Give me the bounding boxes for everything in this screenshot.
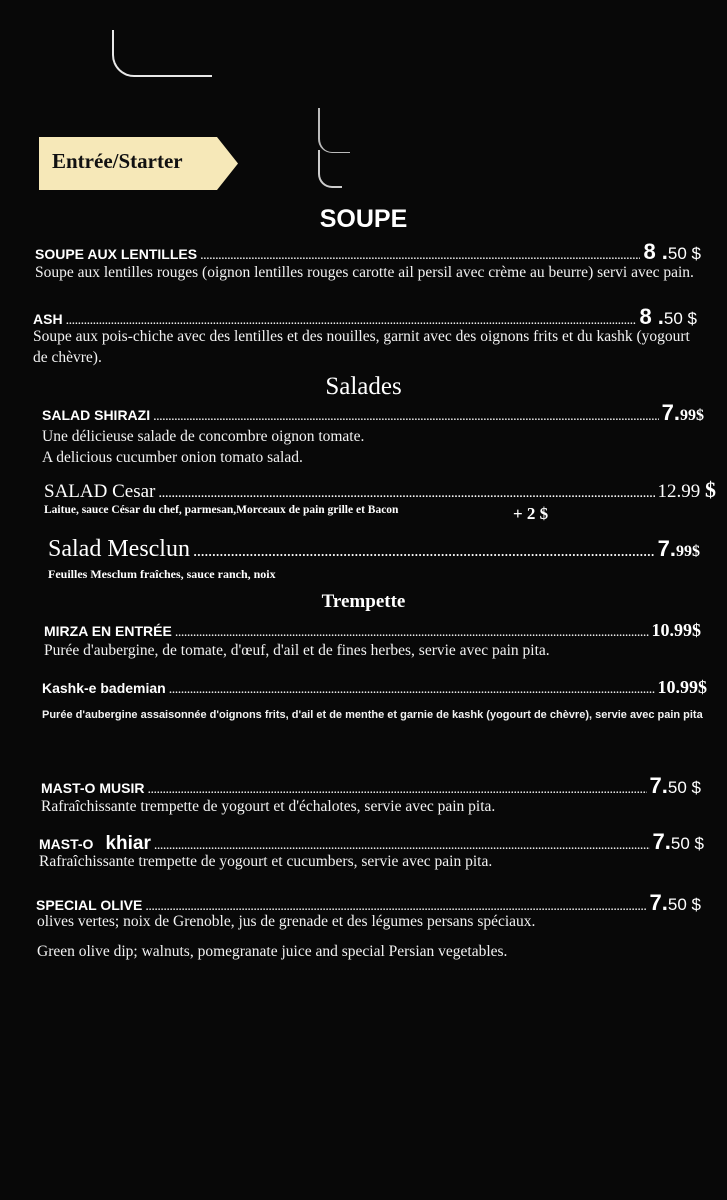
item-price: 7.50 $ [652,829,704,854]
decorative-stroke [318,150,342,188]
menu-item-cesar [44,477,716,503]
item-price: 10.99$ [657,677,707,697]
menu-item-kashk [42,677,707,698]
decorative-stroke [112,30,212,77]
menu-item-mirza [44,620,701,641]
item-description-en: A delicious cucumber onion tomato salad. [42,449,303,466]
item-name: SPECIAL OLIVE [36,897,143,913]
menu-item-mesclun [48,536,700,563]
item-name: SALAD Cesar [44,481,156,502]
section-title-salades: Salades [325,373,402,400]
banner-label: Entrée/Starter [52,149,183,173]
item-price: 10.99$ [651,620,701,640]
item-name: MAST-O khiar [39,833,151,854]
item-description: Purée d'aubergine assaisonnée d'oignons frits, d'ail et de menthe et garnie de kashk (yogourt de chèvre), servie avec pain pita [42,709,703,721]
item-price: 7.50 $ [649,890,701,915]
item-description: Rafraîchissante trempette de yogourt et cucumbers, servie avec pain pita. [39,853,493,870]
item-description: Soupe aux lentilles rouges (oignon lentilles rouges carotte ail persil avec crème au beurre) servi avec pain. [35,264,694,281]
dot-leader [193,541,655,561]
item-name: MIRZA EN ENTRÉE [44,623,172,639]
item-name: SOUPE AUX LENTILLES [35,246,198,262]
item-name: ASH [33,311,63,327]
section-title-trempette: Trempette [321,591,406,612]
item-name: SALAD SHIRAZI [42,407,151,423]
item-description: Soupe aux pois-chiche avec des lentilles et des nouilles, garnit avec des oignons frits et du kashk (yogourt de chèvre). [33,328,690,366]
item-description: Purée d'aubergine, de tomate, d'œuf, d'ail et de fines herbes, servie avec pain pita. [44,642,550,659]
item-price: 7.99$ [661,400,704,425]
item-name: MAST-O MUSIR [41,780,145,796]
item-description-fr: olives vertes; noix de Grenoble, jus de grenade et des légumes persans spéciaux. [37,913,536,930]
item-description-fr: Une délicieuse salade de concombre oignon tomate. [42,428,365,445]
item-price: 8 .50 $ [643,239,701,264]
dot-leader [158,485,654,502]
item-description: Rafraîchissante trempette de yogourt et d'échalotes, servie avec pain pita. [41,798,496,815]
dot-leader [175,625,649,641]
item-name: Kashk-e bademian [42,680,166,696]
item-extra-price: + 2 $ [513,504,549,523]
item-price: 8 .50 $ [639,304,697,329]
dot-leader [169,682,655,698]
item-price: 7.99$ [657,536,700,561]
item-name: Salad Mesclun [48,536,190,562]
item-price: 12.99 $ [657,477,716,502]
item-description-en: Green olive dip; walnuts, pomegranate juice and special Persian vegetables. [37,943,508,960]
item-description: Laitue, sauce César du chef, parmesan,Morceaux de pain grille et Bacon [44,504,399,516]
dot-leader [153,409,659,425]
section-title-soupe: SOUPE [319,205,408,233]
menu-item-shirazi [42,400,704,426]
item-price: 7.50 $ [649,773,701,798]
section-banner [39,137,239,190]
decorative-stroke [318,108,350,153]
item-description: Feuilles Mesclum fraîches, sauce ranch, noix [48,567,276,581]
